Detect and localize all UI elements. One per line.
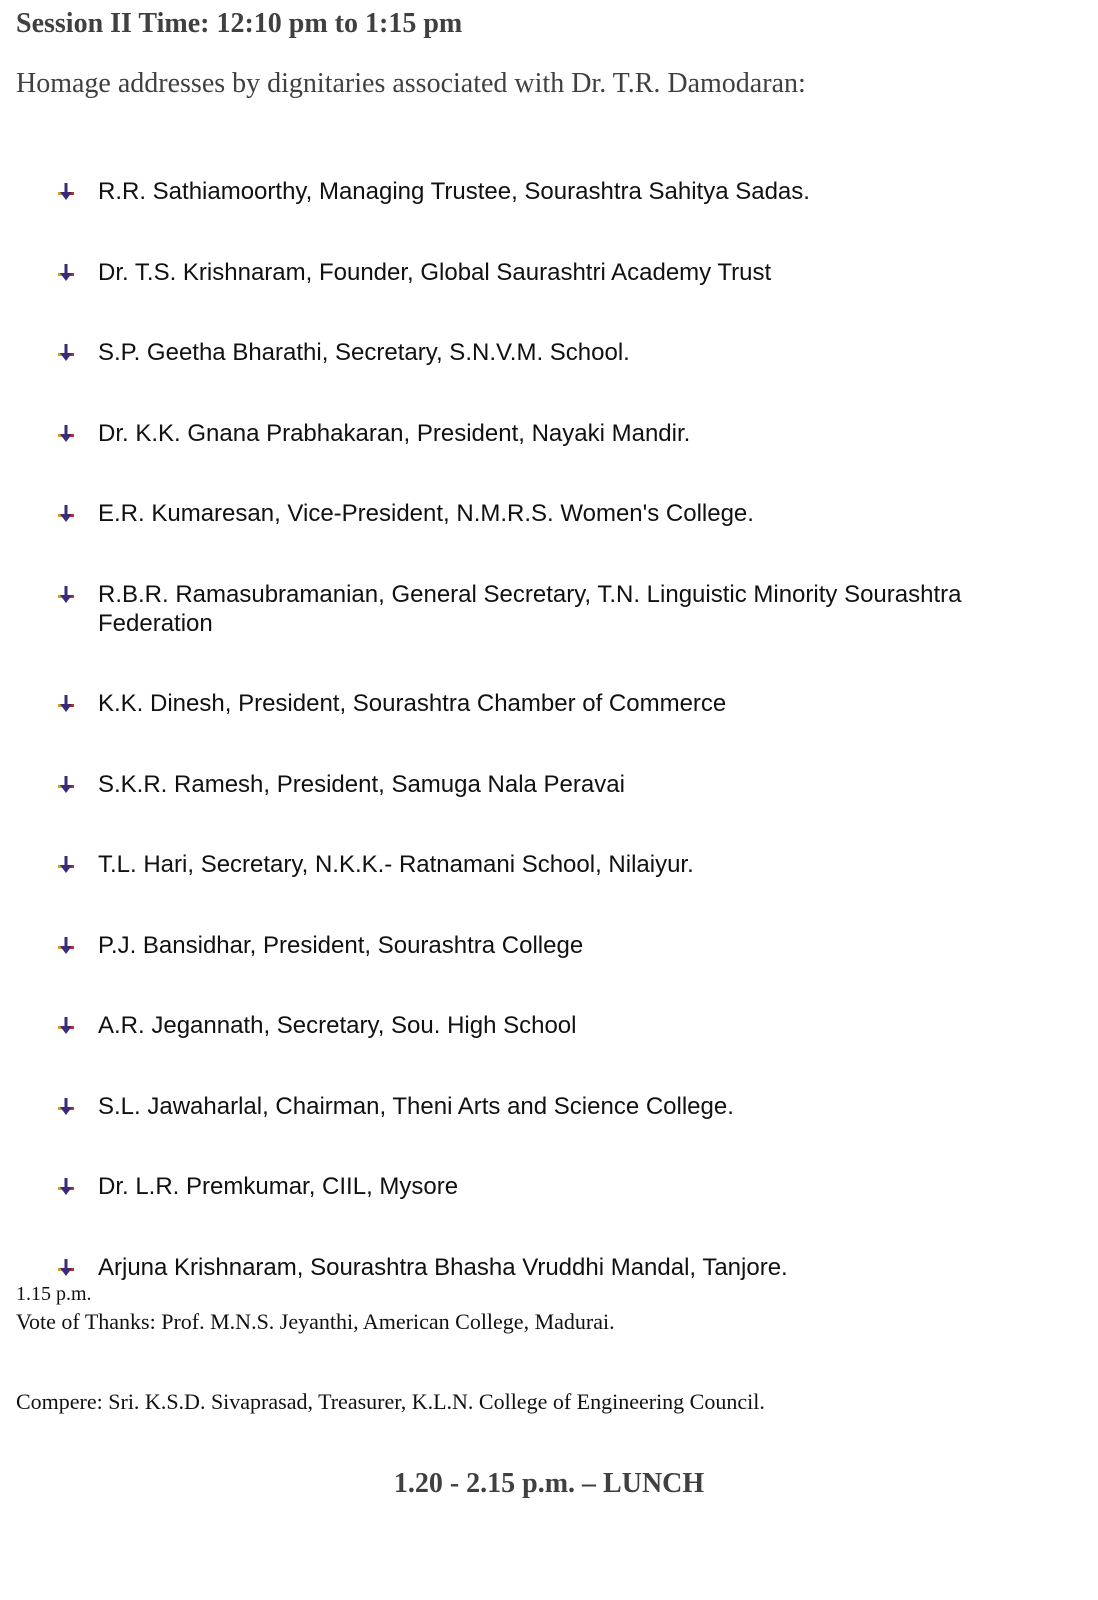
- speaker-text: Arjuna Krishnaram, Sourashtra Bhasha Vruddhi Mandal, Tanjore.: [98, 1254, 788, 1281]
- compere-line: Compere: Sri. K.S.D. Sivaprasad, Treasurer, K.L.N. College of Engineering Council.: [16, 1389, 765, 1414]
- arrow-bullet-icon: [56, 504, 78, 524]
- arrow-bullet-icon: [56, 1016, 78, 1036]
- arrow-bullet-icon: [56, 1177, 78, 1197]
- arrow-bullet-icon: [56, 343, 78, 363]
- speaker-text: K.K. Dinesh, President, Sourashtra Chamber of Commerce: [98, 690, 727, 717]
- speaker-text: Dr. K.K. Gnana Prabhakaran, President, Nayaki Mandir.: [98, 420, 691, 447]
- speaker-text: Dr. L.R. Premkumar, CIIL, Mysore: [98, 1173, 459, 1200]
- speaker-text: S.P. Geetha Bharathi, Secretary, S.N.V.M. School.: [98, 339, 630, 366]
- arrow-bullet-icon: [56, 936, 78, 956]
- speaker-text: E.R. Kumaresan, Vice-President, N.M.R.S. Women's College.: [98, 500, 754, 527]
- arrow-bullet-icon: [56, 424, 78, 444]
- arrow-bullet-icon: [56, 855, 78, 875]
- speaker-text: R.B.R. Ramasubramanian, General Secretary, T.N. Linguistic Minority Sourashtra Federation: [98, 581, 962, 637]
- lunch-heading: 1.20 - 2.15 p.m. – LUNCH: [393, 1468, 705, 1499]
- arrow-bullet-icon: [56, 775, 78, 795]
- speaker-text: R.R. Sathiamoorthy, Managing Trustee, Sourashtra Sahitya Sadas.: [98, 178, 810, 205]
- intro-line: Homage addresses by dignitaries associated with Dr. T.R. Damodaran:: [16, 68, 806, 99]
- arrow-bullet-icon: [56, 1097, 78, 1117]
- speaker-text: Dr. T.S. Krishnaram, Founder, Global Saurashtri Academy Trust: [98, 259, 772, 286]
- vote-of-thanks: Vote of Thanks: Prof. M.N.S. Jeyanthi, American College, Madurai.: [16, 1309, 615, 1334]
- arrow-bullet-icon: [56, 694, 78, 714]
- speaker-text: T.L. Hari, Secretary, N.K.K.- Ratnamani School, Nilaiyur.: [98, 851, 694, 878]
- arrow-bullet-icon: [56, 585, 78, 605]
- speaker-text: A.R. Jegannath, Secretary, Sou. High School: [98, 1012, 577, 1039]
- speaker-text: S.L. Jawaharlal, Chairman, Theni Arts and Science College.: [98, 1093, 734, 1120]
- speaker-text: P.J. Bansidhar, President, Sourashtra College: [98, 932, 584, 959]
- arrow-bullet-icon: [56, 263, 78, 283]
- arrow-bullet-icon: [56, 182, 78, 202]
- closing-time: 1.15 p.m.: [16, 1283, 92, 1305]
- speaker-text: S.K.R. Ramesh, President, Samuga Nala Peravai: [98, 771, 625, 798]
- session-title: Session II Time: 12:10 pm to 1:15 pm: [16, 8, 463, 39]
- arrow-bullet-icon: [56, 1258, 78, 1278]
